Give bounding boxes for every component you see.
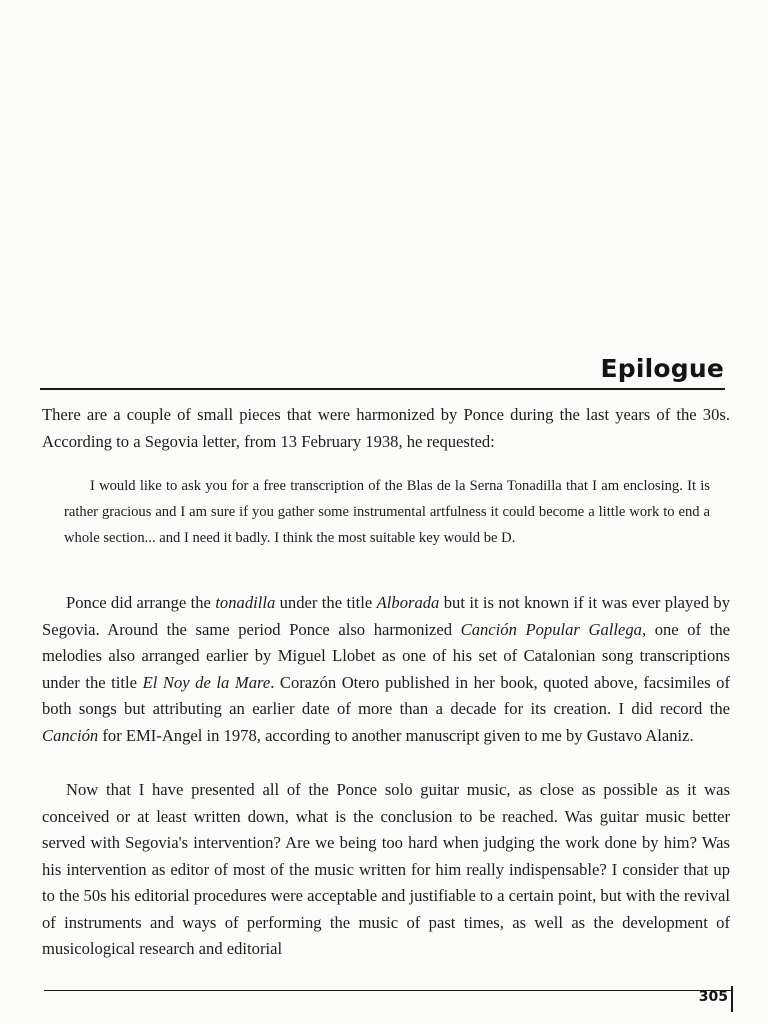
text-run: . Corazón Otero published in her book, quoted above, facsimiles of both songs but attributing an earlier date of more than a decade for its creation. I did record the [42,672,730,718]
italic-term: Canción Popular Gallega [460,619,642,639]
intro-paragraph [42,402,730,455]
italic-term: tonadilla [215,593,276,612]
text-run: , one of the melodies also arranged earlier by Miguel Llobet as one of his set of Catalonian song transcriptions under the title [42,619,730,692]
block-quote [64,473,710,551]
folio-bar [731,986,733,1012]
italic-term: El Noy de la Mare [142,672,271,692]
italic-term: Alborada [376,593,440,612]
intro-text: There are a couple of small pieces that were harmonized by Ponce during the last years of the 30s. According to a Segovia letter, from 13 February 1938, he requested: [42,405,730,451]
title-rule [40,388,725,390]
text-run: Ponce did arrange the [66,593,216,612]
italic-term: Canción [42,725,99,745]
text-run: for EMI-Angel in 1978, according to another manuscript given to me by Gustavo Alaniz. [98,725,694,745]
paragraph-2 [42,590,730,749]
page-number: 305 [698,989,728,1005]
text-run: under the title [275,593,377,612]
text-run: but it is not known if it was ever played by Segovia. Around the same period Ponce also harmonized [42,593,730,639]
footer-rule [44,990,732,991]
paragraph-3-text: Now that I have presented all of the Ponce solo guitar music, as close as possible as it was conceived or at least written down, what is the conclusion to be reached. Was guitar music better served with Segovia's intervention? Are we being too hard when judging the work done by him? Was his intervention as editor of most of the music written for him really indispensable? I consider that up to the 50s his editorial procedures were acceptable and justifiable to a certain point, but with the revival of instruments and ways of performing the music of past times, as well as the development of musicological research and editorial [42,780,730,958]
chapter-title: Epilogue [600,354,724,383]
paragraph-2-text [42,590,730,749]
quote-text: I would like to ask you for a free transcription of the Blas de la Serna Tonadilla that I am enclosing. It is rather gracious and I am sure if you gather some instrumental artfulness it could become a little work to end a whole section... and I need it badly. I think the most suitable key would be D. [64,478,710,546]
paragraph-3 [42,777,730,963]
